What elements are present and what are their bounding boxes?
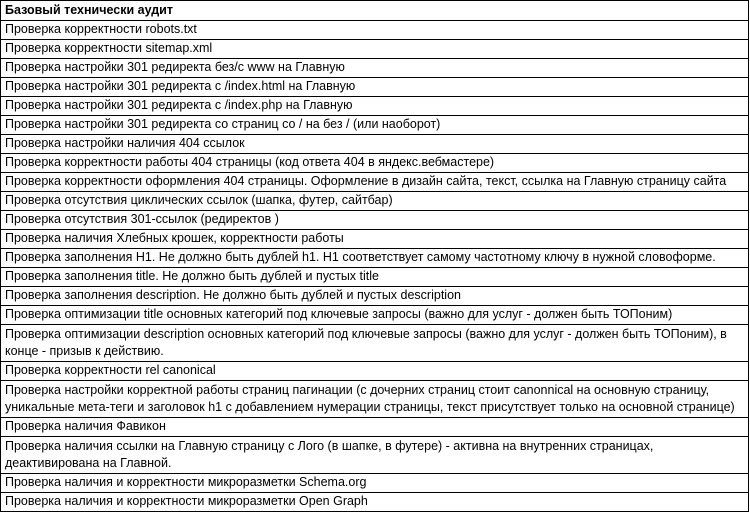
table-cell[interactable]: Проверка отсутствия циклических ссылок (шапка, футер, сайтбар) [1,192,749,211]
table-header-cell[interactable]: Базовый технически аудит [1,1,749,21]
table-row [1,325,749,362]
table-cell[interactable]: Проверка оптимизации title основных категорий под ключевые запросы (важно для услуг - должен быть ТОПоним) [1,306,749,325]
table-cell[interactable]: Проверка наличия Фавикон [1,418,749,437]
table-cell[interactable]: Проверка корректности robots.txt [1,21,749,40]
table-row [1,135,749,154]
table-cell[interactable]: Проверка настройки наличия 404 ссылок [1,135,749,154]
table-row [1,116,749,135]
table-row [1,437,749,474]
table-cell[interactable]: Проверка корректности работы 404 страницы (код ответа 404 в яндекс.вебмастере) [1,154,749,173]
table-row [1,173,749,192]
table-cell[interactable]: Проверка наличия Хлебных крошек, корректности работы [1,230,749,249]
table-row [1,381,749,418]
table-cell[interactable]: Проверка корректности оформления 404 страницы. Оформление в дизайн сайта, текст, ссылка на Главную страницу сайта [1,173,749,192]
table-row [1,154,749,173]
table-row [1,59,749,78]
table-cell[interactable]: Проверка заполнения H1. Не должно быть дублей h1. H1 соответствует самому частотному ключу в нужной словоформе. [1,249,749,268]
table-cell[interactable]: Проверка наличия и корректности микроразметки Open Graph [1,493,749,512]
header-row [1,1,749,21]
table-cell[interactable]: Проверка оптимизации description основных категорий под ключевые запросы (важно для услуг - должен быть ТОПоним), в конце - призыв к действию. [1,325,749,362]
table-row [1,21,749,40]
table-cell[interactable]: Проверка настройки 301 редиректа со страниц со / на без / (или наоборот) [1,116,749,135]
table-row [1,306,749,325]
table-row [1,211,749,230]
table-row [1,474,749,493]
table-row [1,418,749,437]
table-cell[interactable]: Проверка заполнения title. Не должно быть дублей и пустых title [1,268,749,287]
table-row [1,362,749,381]
table-row [1,287,749,306]
table-row [1,97,749,116]
table-row [1,40,749,59]
table-cell[interactable]: Проверка отсутствия 301-ссылок (редиректов ) [1,211,749,230]
table-row [1,78,749,97]
table-cell[interactable]: Проверка наличия ссылки на Главную страницу с Лого (в шапке, в футере) - активна на внутренних страницах, деактивирована на Главной. [1,437,749,474]
table-row [1,192,749,211]
table-row [1,230,749,249]
table-cell[interactable]: Проверка настройки корректной работы страниц пагинации (с дочерних страниц стоит canonnical на основную страницу, уникальные мета-теги и заголовок h1 с добавлением нумерации страницы, текст присутствует только на основной странице) [1,381,749,418]
table-cell[interactable]: Проверка настройки 301 редиректа с /index.php на Главную [1,97,749,116]
table-cell[interactable]: Проверка корректности sitemap.xml [1,40,749,59]
table-cell[interactable]: Проверка корректности rel canonical [1,362,749,381]
table-cell[interactable]: Проверка настройки 301 редиректа с /index.html на Главную [1,78,749,97]
table-row [1,249,749,268]
table-row [1,268,749,287]
table-cell[interactable]: Проверка наличия и корректности микроразметки Schema.org [1,474,749,493]
table-cell[interactable]: Проверка заполнения description. Не должно быть дублей и пустых description [1,287,749,306]
table-cell[interactable]: Проверка настройки 301 редиректа без/с www на Главную [1,59,749,78]
table-row [1,493,749,512]
